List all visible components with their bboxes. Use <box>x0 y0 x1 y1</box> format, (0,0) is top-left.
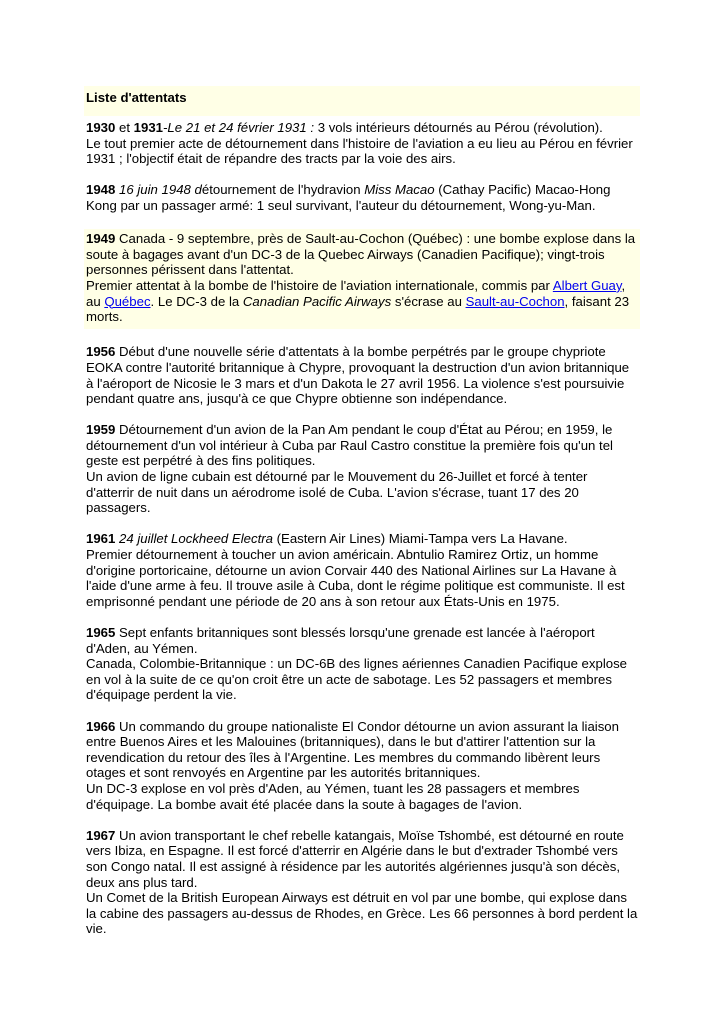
entry-1966 <box>84 719 640 813</box>
entry-date: 16 juin 1948 d <box>115 182 202 198</box>
entry-1961 <box>84 531 640 609</box>
entry-text: Un commando du groupe nationaliste El Condor détourne un avion assurant la liaison entre Buenos Aires et les Malouines (britanniques), dans le but d'attirer l'attention sur la revendication du retour des îles à l'Argentine. Les membres du commando libèrent leurs otages et sont renvoyés en Argentine par les autorités britanniques. <box>86 718 619 781</box>
entry-text: Le tout premier acte de détournement dans l'histoire de l'aviation a eu lieu au Pérou en février 1931 ; l'objectif était de répandre des tracts par la voie des airs. <box>86 135 633 167</box>
entry-1967 <box>84 828 640 937</box>
entry-text-part: . Le DC-3 de la <box>150 293 243 309</box>
link-albert-guay[interactable]: Albert Guay <box>552 277 622 293</box>
entry-year: 1949 <box>86 231 116 247</box>
entry-year: 1967 <box>86 827 116 843</box>
entry-lead: 3 vols intérieurs détournés au Pérou (révolution). <box>317 120 603 135</box>
entry-1965 <box>84 625 640 703</box>
title-banner <box>84 86 640 116</box>
entry-text <box>86 278 638 325</box>
entry-text-part: s'écrase au <box>391 293 466 309</box>
entry-join: et <box>115 120 134 135</box>
entry-text-cont: (Cathay Pacific) Macao-Hong Kong par un passager armé: 1 seul survivant, l'auteur du détournement, Wong-yu-Man. <box>86 182 611 213</box>
entry-year: 1966 <box>86 718 116 734</box>
entry-year: 1930 <box>86 120 116 135</box>
entry-text: Début d'une nouvelle série d'attentats à la bombe perpétrés par le groupe chypriote EOKA contre l'autorité britannique à Chypre, provoquant la destruction d'un avion britannique à l'aéroport de Nicosie le 3 mars et d'un Dakota le 27 avril 1956. La violence s'est poursuivie pendant quatre ans, jusqu'à ce que Chypre obtienne son indépendance. <box>86 344 630 407</box>
entry-text-2: Canada, Colombie-Britannique : un DC-6B des lignes aériennes Canadien Pacifique explose en vol à la suite de ce qu'on croit être un acte de sabotage. Les 52 passagers et membres d'équipage perdent la vie. <box>86 656 628 703</box>
link-sault-au-cochon[interactable]: Sault-au-Cochon <box>465 293 565 309</box>
entry-1930 <box>84 120 640 167</box>
entry-text-part: , faisant 23 morts. <box>86 293 630 325</box>
entry-1948 <box>84 182 640 213</box>
page-title: Liste d'attentats <box>86 90 187 105</box>
entry-lead: (Eastern Air Lines) Miami-Tampa vers La Havane. <box>272 531 568 547</box>
link-quebec[interactable]: Québec <box>104 293 151 309</box>
entry-text-part: , au <box>86 277 626 309</box>
entry-1956 <box>84 344 640 406</box>
airline-name: Canadian Pacific Airways <box>242 293 392 309</box>
entry-text-part: Premier attentat à la bombe de l'histoire de l'aviation internationale, commis par <box>86 277 553 293</box>
entry-text: Un avion transportant le chef rebelle katangais, Moïse Tshombé, est détourné en route vers Ibiza, en Espagne. Il est forcé d'atterrir en Algérie dans le but d'extrader Tshombé vers son Congo natal. Il est assigné à résidence par les autorités algériennes jusqu'à son décès, deux ans plus tard. <box>86 827 624 890</box>
entry-date: -Le 21 et 24 février 1931 : <box>163 120 318 135</box>
plane-name: Miss Macao <box>364 182 435 198</box>
entry-text: Sept enfants britanniques sont blessés lorsqu'une grenade est lancée à l'aéroport d'Aden, au Yémen. <box>86 625 595 656</box>
entry-year: 1956 <box>86 344 116 360</box>
entry-year: 1948 <box>86 182 116 198</box>
entry-year: 1965 <box>86 625 116 640</box>
entry-text-2: Un Comet de la British European Airways est détruit en vol par une bombe, qui explose dans la cabine des passagers au-dessus de Rhodes, en Grèce. Les 66 personnes à bord perdent la vie. <box>86 890 638 937</box>
entry-text-2: Un DC-3 explose en vol près d'Aden, au Yémen, tuant les 28 passagers et membres d'équipage. La bombe avait été placée dans la soute à bagages de l'avion. <box>86 780 580 812</box>
entry-year: 1961 <box>86 531 116 547</box>
entry-year: 1959 <box>86 422 116 438</box>
entry-1959 <box>84 422 640 516</box>
entry-text: Détournement d'un avion de la Pan Am pendant le coup d'État au Pérou; en 1959, le détournement d'un vol intérieur à Cuba par Raul Castro constitue la première fois qu'un tel geste est perpétré à des fins politiques. <box>86 422 613 469</box>
document-body <box>84 86 640 937</box>
entry-text: étournement de l'hydravion <box>201 182 365 198</box>
entry-text: Premier détournement à toucher un avion américain. Abntulio Ramirez Ortiz, un homme d'origine portoricaine, détourne un avion Corvair 440 des National Airlines sur La Havane à l'aide d'une arme à feu. Il trouve asile à Cuba, dont le régime politique est communiste. Il est emprisonné pendant une période de 20 ans à son retour aux États-Unis en 1975. <box>86 547 625 609</box>
entry-text-2: Un avion de ligne cubain est détourné par le Mouvement du 26-Juillet et forcé à tenter d'atterrir de nuit dans un aérodrome isolé de Cuba. L'avion s'écrase, tuant 17 des 20 passagers. <box>86 469 588 516</box>
entry-year-2: 1931 <box>133 120 164 135</box>
entry-1949 <box>84 229 640 329</box>
entry-date: 24 juillet Lockheed Electra <box>115 531 273 547</box>
entry-lead: Canada - 9 septembre, près de Sault-au-Cochon (Québec) : une bombe explose dans la soute à bagages avant d'un DC-3 de la Quebec Airways (Canadien Pacifique); vingt-trois personnes périssent dans l'attentat. <box>86 231 636 278</box>
